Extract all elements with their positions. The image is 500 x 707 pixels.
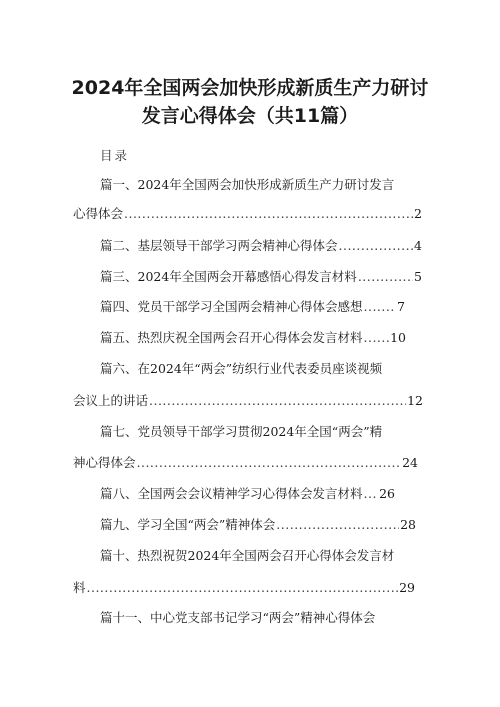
toc-entry-5 (100, 330, 406, 346)
toc-entry-9-page: 28 (400, 517, 416, 532)
dot-leader (124, 206, 413, 222)
toc-entry-5-page: 10 (390, 330, 406, 345)
toc-heading: 目录 (100, 148, 130, 163)
document-title-line-1: 2024年全国两会加快形成新质生产力研讨 (71, 77, 429, 99)
dot-leader (137, 455, 402, 471)
dot-leader (149, 393, 406, 409)
toc-entry-1-text: 心得体会 (73, 206, 124, 221)
document-title-line-2: 发言心得体会（共11篇） (141, 105, 359, 127)
toc-entry-5-text: 篇五、热烈庆祝全国两会召开心得体会发言材料 (100, 330, 363, 345)
toc-entry-7-text: 神心得体会 (73, 455, 136, 470)
dot-leader (358, 269, 413, 285)
toc-entry-9-text: 篇九、学习全国“两会”精神体会 (100, 517, 276, 532)
toc-entry-6-line-2 (73, 393, 423, 409)
toc-entry-2-text: 篇二、基层领导干部学习两会精神心得体会 (100, 238, 338, 253)
toc-entry-3-text: 篇三、2024年全国两会开幕感悟心得发言材料 (100, 269, 357, 284)
toc-entry-1-page: 2 (414, 206, 422, 221)
toc-entry-7-line-2 (73, 455, 418, 471)
toc-entry-10-line-2 (73, 580, 415, 596)
dot-leader (87, 580, 399, 596)
toc-entry-3-page: 5 (414, 269, 422, 284)
toc-entry-11-line-1: 篇十一、中心党支部书记学习“两会”精神心得体会 (100, 610, 376, 625)
toc-entry-6-page: 12 (407, 393, 423, 408)
toc-entry-4-page: 7 (397, 299, 405, 314)
dot-leader (339, 238, 414, 254)
toc-entry-9 (100, 517, 416, 533)
dot-leader (364, 486, 379, 502)
toc-entry-6-text: 会议上的讲话 (73, 393, 149, 408)
toc-entry-6-line-1: 篇六、在2024年“两会”纺织行业代表委员座谈视频 (100, 361, 383, 376)
dot-leader (364, 330, 390, 346)
toc-entry-3 (100, 269, 422, 285)
toc-entry-4-text: 篇四、党员干部学习全国两会精神心得体会感想 (100, 299, 363, 314)
toc-entry-10-text: 料 (73, 580, 86, 595)
toc-entry-8-page: 26 (379, 486, 395, 501)
toc-entry-1-line-2 (73, 206, 422, 222)
toc-entry-10-page: 29 (399, 580, 415, 595)
toc-entry-2-page: 4 (414, 238, 422, 253)
toc-entry-7-page: 24 (402, 455, 418, 470)
toc-entry-1-line-1: 篇一、2024年全国两会加快形成新质生产力研讨发言 (100, 177, 395, 192)
toc-entry-4 (100, 299, 405, 315)
dot-leader (276, 517, 399, 533)
toc-entry-2 (100, 238, 422, 254)
toc-entry-10-line-1: 篇十、热烈祝贺2024年全国两会召开心得体会发言材 (100, 548, 395, 563)
toc-entry-8-text: 篇八、全国两会会议精神学习心得体会发言材料 (100, 486, 363, 501)
toc-entry-7-line-1: 篇七、党员领导干部学习贯彻2024年全国“两会”精 (100, 424, 383, 439)
dot-leader (364, 299, 397, 315)
toc-entry-8 (100, 486, 395, 502)
